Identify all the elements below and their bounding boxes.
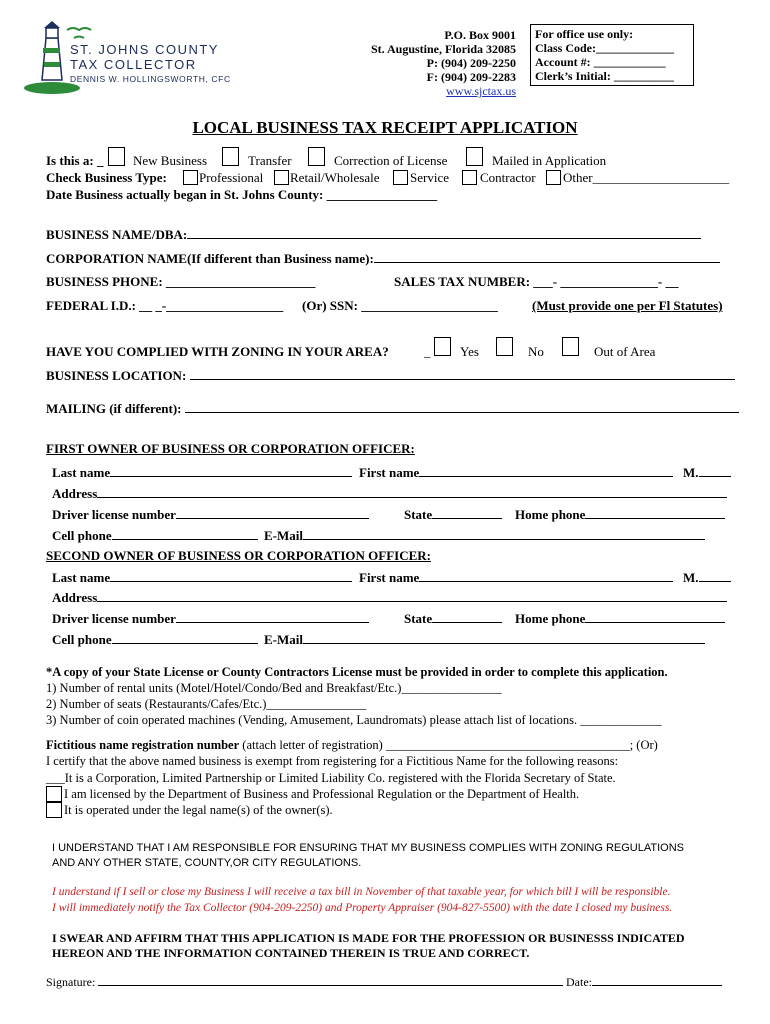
zoning-question: HAVE YOU COMPLIED WITH ZONING IN YOUR AREA?: [46, 344, 389, 359]
business-location-field[interactable]: BUSINESS LOCATION:: [46, 368, 735, 384]
owner2-address[interactable]: Address: [52, 590, 727, 606]
transfer-label: Transfer: [248, 153, 292, 168]
zoning-out-checkbox[interactable]: [562, 337, 579, 357]
owner1-address[interactable]: Address: [52, 486, 727, 502]
rental-units-field[interactable]: 1) Number of rental units (Motel/Hotel/Condo/Bed and Breakfast/Etc.)________________: [46, 681, 502, 695]
reason-legal-name-label: It is operated under the legal name(s) of the owner(s).: [64, 803, 333, 817]
seats-field[interactable]: 2) Number of seats (Restaurants/Cafes/Etc.)________________: [46, 697, 367, 711]
address-line-2: St. Augustine, Florida 32085: [370, 42, 516, 56]
red-notice-1: I understand if I sell or close my Business I will receive a tax bill in November of that taxable year, for which bill I will be responsible.: [52, 886, 671, 898]
federal-id-field[interactable]: FEDERAL I.D.: __ _-__________________: [46, 298, 284, 313]
owner2-last-name[interactable]: Last name: [52, 570, 352, 586]
website-link[interactable]: www.sjctax.us: [446, 84, 516, 98]
professional-label: Professional: [199, 170, 264, 185]
office-use-title: For office use only:: [535, 27, 634, 41]
zoning-yes-checkbox[interactable]: [434, 337, 451, 357]
reason-legal-name-checkbox[interactable]: [46, 802, 62, 820]
contractor-label: Contractor: [480, 170, 536, 185]
owner1-driver-license[interactable]: Driver license number: [52, 507, 369, 523]
zoning-out-label: Out of Area: [594, 344, 656, 359]
ssn-note: (Must provide one per Fl Statutes): [532, 298, 723, 313]
contractor-checkbox[interactable]: [462, 170, 477, 187]
business-type-label: Check Business Type:: [46, 170, 167, 185]
other-checkbox[interactable]: [546, 170, 561, 187]
retail-label: Retail/Wholesale: [290, 170, 380, 185]
owner1-heading: FIRST OWNER OF BUSINESS OR CORPORATION OFFICER:: [46, 441, 415, 456]
phone-line: P: (904) 209-2250: [426, 56, 516, 70]
account-field: Account #: ____________: [535, 55, 666, 69]
corporation-name-field[interactable]: CORPORATION NAME(If different than Business name):: [46, 251, 720, 267]
tax-collector-logo: [22, 18, 264, 96]
correction-label: Correction of License: [334, 153, 448, 168]
office-use-box: [530, 24, 694, 86]
clerk-initial-field: Clerk’s Initial: __________: [535, 69, 674, 83]
service-checkbox[interactable]: [393, 170, 408, 187]
signature-field[interactable]: Signature:: [46, 975, 563, 990]
other-label: Other_____________________: [563, 170, 730, 185]
understand-line-2: AND ANY OTHER STATE, COUNTY,OR CITY REGULATIONS.: [52, 857, 362, 869]
red-notice-2: I will immediately notify the Tax Collector (904-209-2250) and Property Appraiser (904-827-5500) with the date I closed my business.: [52, 902, 673, 914]
owner1-middle[interactable]: M.: [683, 465, 731, 481]
reason-licensed-label: I am licensed by the Department of Business and Professional Regulation or the Department of Health.: [64, 787, 580, 801]
understand-line-1: I UNDERSTAND THAT I AM RESPONSIBLE FOR ENSURING THAT MY BUSINESS COMPLIES WITH ZONING REGULATIONS: [52, 842, 684, 854]
fictitious-name-field[interactable]: Fictitious name registration number (attach letter of registration) _______________________________________; (Or): [46, 738, 658, 752]
owner2-cell-phone[interactable]: Cell phone: [52, 632, 258, 648]
transfer-checkbox[interactable]: [222, 147, 239, 167]
owner2-home-phone[interactable]: Home phone: [515, 611, 725, 627]
type-label: Is this a: _: [46, 153, 104, 168]
logo-line-2: TAX COLLECTOR: [70, 57, 197, 72]
mailed-label: Mailed in Application: [492, 153, 607, 168]
owner2-email[interactable]: E-Mail: [264, 632, 705, 648]
sales-tax-field[interactable]: SALES TAX NUMBER: ___- _______________- __: [394, 274, 679, 289]
contact-block: [371, 28, 516, 98]
mailing-field[interactable]: MAILING (if different):: [46, 401, 739, 417]
correction-checkbox[interactable]: [308, 147, 325, 167]
certify-text: I certify that the above named business is exempt from registering for a Fictitious Name for the following reasons:: [46, 754, 619, 768]
owner1-email[interactable]: E-Mail: [264, 528, 705, 544]
zoning-no-label: No: [528, 344, 544, 359]
business-phone-field[interactable]: BUSINESS PHONE: _______________________: [46, 274, 316, 289]
coin-machines-field[interactable]: 3) Number of coin operated machines (Vending, Amusement, Laundromats) please attach list of locations. _____________: [46, 713, 662, 727]
logo-line-3: DENNIS W. HOLLINGSWORTH, CFC: [70, 74, 231, 84]
zoning-no-checkbox[interactable]: [496, 337, 513, 357]
retail-checkbox[interactable]: [274, 170, 289, 187]
new-business-checkbox[interactable]: [108, 147, 125, 167]
owner1-state[interactable]: State: [404, 507, 502, 523]
page-title: LOCAL BUSINESS TAX RECEIPT APPLICATION: [192, 118, 578, 137]
professional-checkbox[interactable]: [183, 170, 198, 187]
date-began-field[interactable]: Date Business actually began in St. Johns County: _________________: [46, 187, 438, 202]
class-code-field: Class Code:_____________: [535, 41, 675, 55]
owner2-middle[interactable]: M.: [683, 570, 731, 586]
license-note: *A copy of your State License or County Contractors License must be provided in order to complete this application.: [46, 665, 668, 679]
business-name-field[interactable]: BUSINESS NAME/DBA:: [46, 227, 701, 243]
address-line-1: P.O. Box 9001: [444, 28, 516, 42]
reason-corporation: ___It is a Corporation, Limited Partnership or Limited Liability Co. registered with the Florida Secretary of State.: [46, 771, 616, 785]
owner2-heading: SECOND OWNER OF BUSINESS OR CORPORATION OFFICER:: [46, 548, 431, 563]
owner1-cell-phone[interactable]: Cell phone: [52, 528, 258, 544]
new-business-label: New Business: [133, 153, 208, 168]
date-field[interactable]: Date:: [566, 975, 722, 990]
owner2-driver-license[interactable]: Driver license number: [52, 611, 369, 627]
ssn-field[interactable]: (Or) SSN: _____________________: [302, 298, 498, 313]
owner2-state[interactable]: State: [404, 611, 502, 627]
owner1-first-name[interactable]: First name: [359, 465, 673, 481]
zoning-yes-label: Yes: [460, 344, 479, 359]
swear-line-1: I SWEAR AND AFFIRM THAT THIS APPLICATION IS MADE FOR THE PROFESSION OR BUSINESSS INDICATED: [52, 931, 685, 945]
owner1-last-name[interactable]: Last name: [52, 465, 352, 481]
service-label: Service: [410, 170, 449, 185]
owner1-home-phone[interactable]: Home phone: [515, 507, 725, 523]
mailed-checkbox[interactable]: [466, 147, 483, 167]
fax-line: F: (904) 209-2283: [426, 70, 516, 84]
swear-line-2: HEREON AND THE INFORMATION CONTAINED THEREIN IS TRUE AND CORRECT.: [52, 946, 530, 960]
owner2-first-name[interactable]: First name: [359, 570, 673, 586]
logo-line-1: ST. JOHNS COUNTY: [70, 42, 219, 57]
